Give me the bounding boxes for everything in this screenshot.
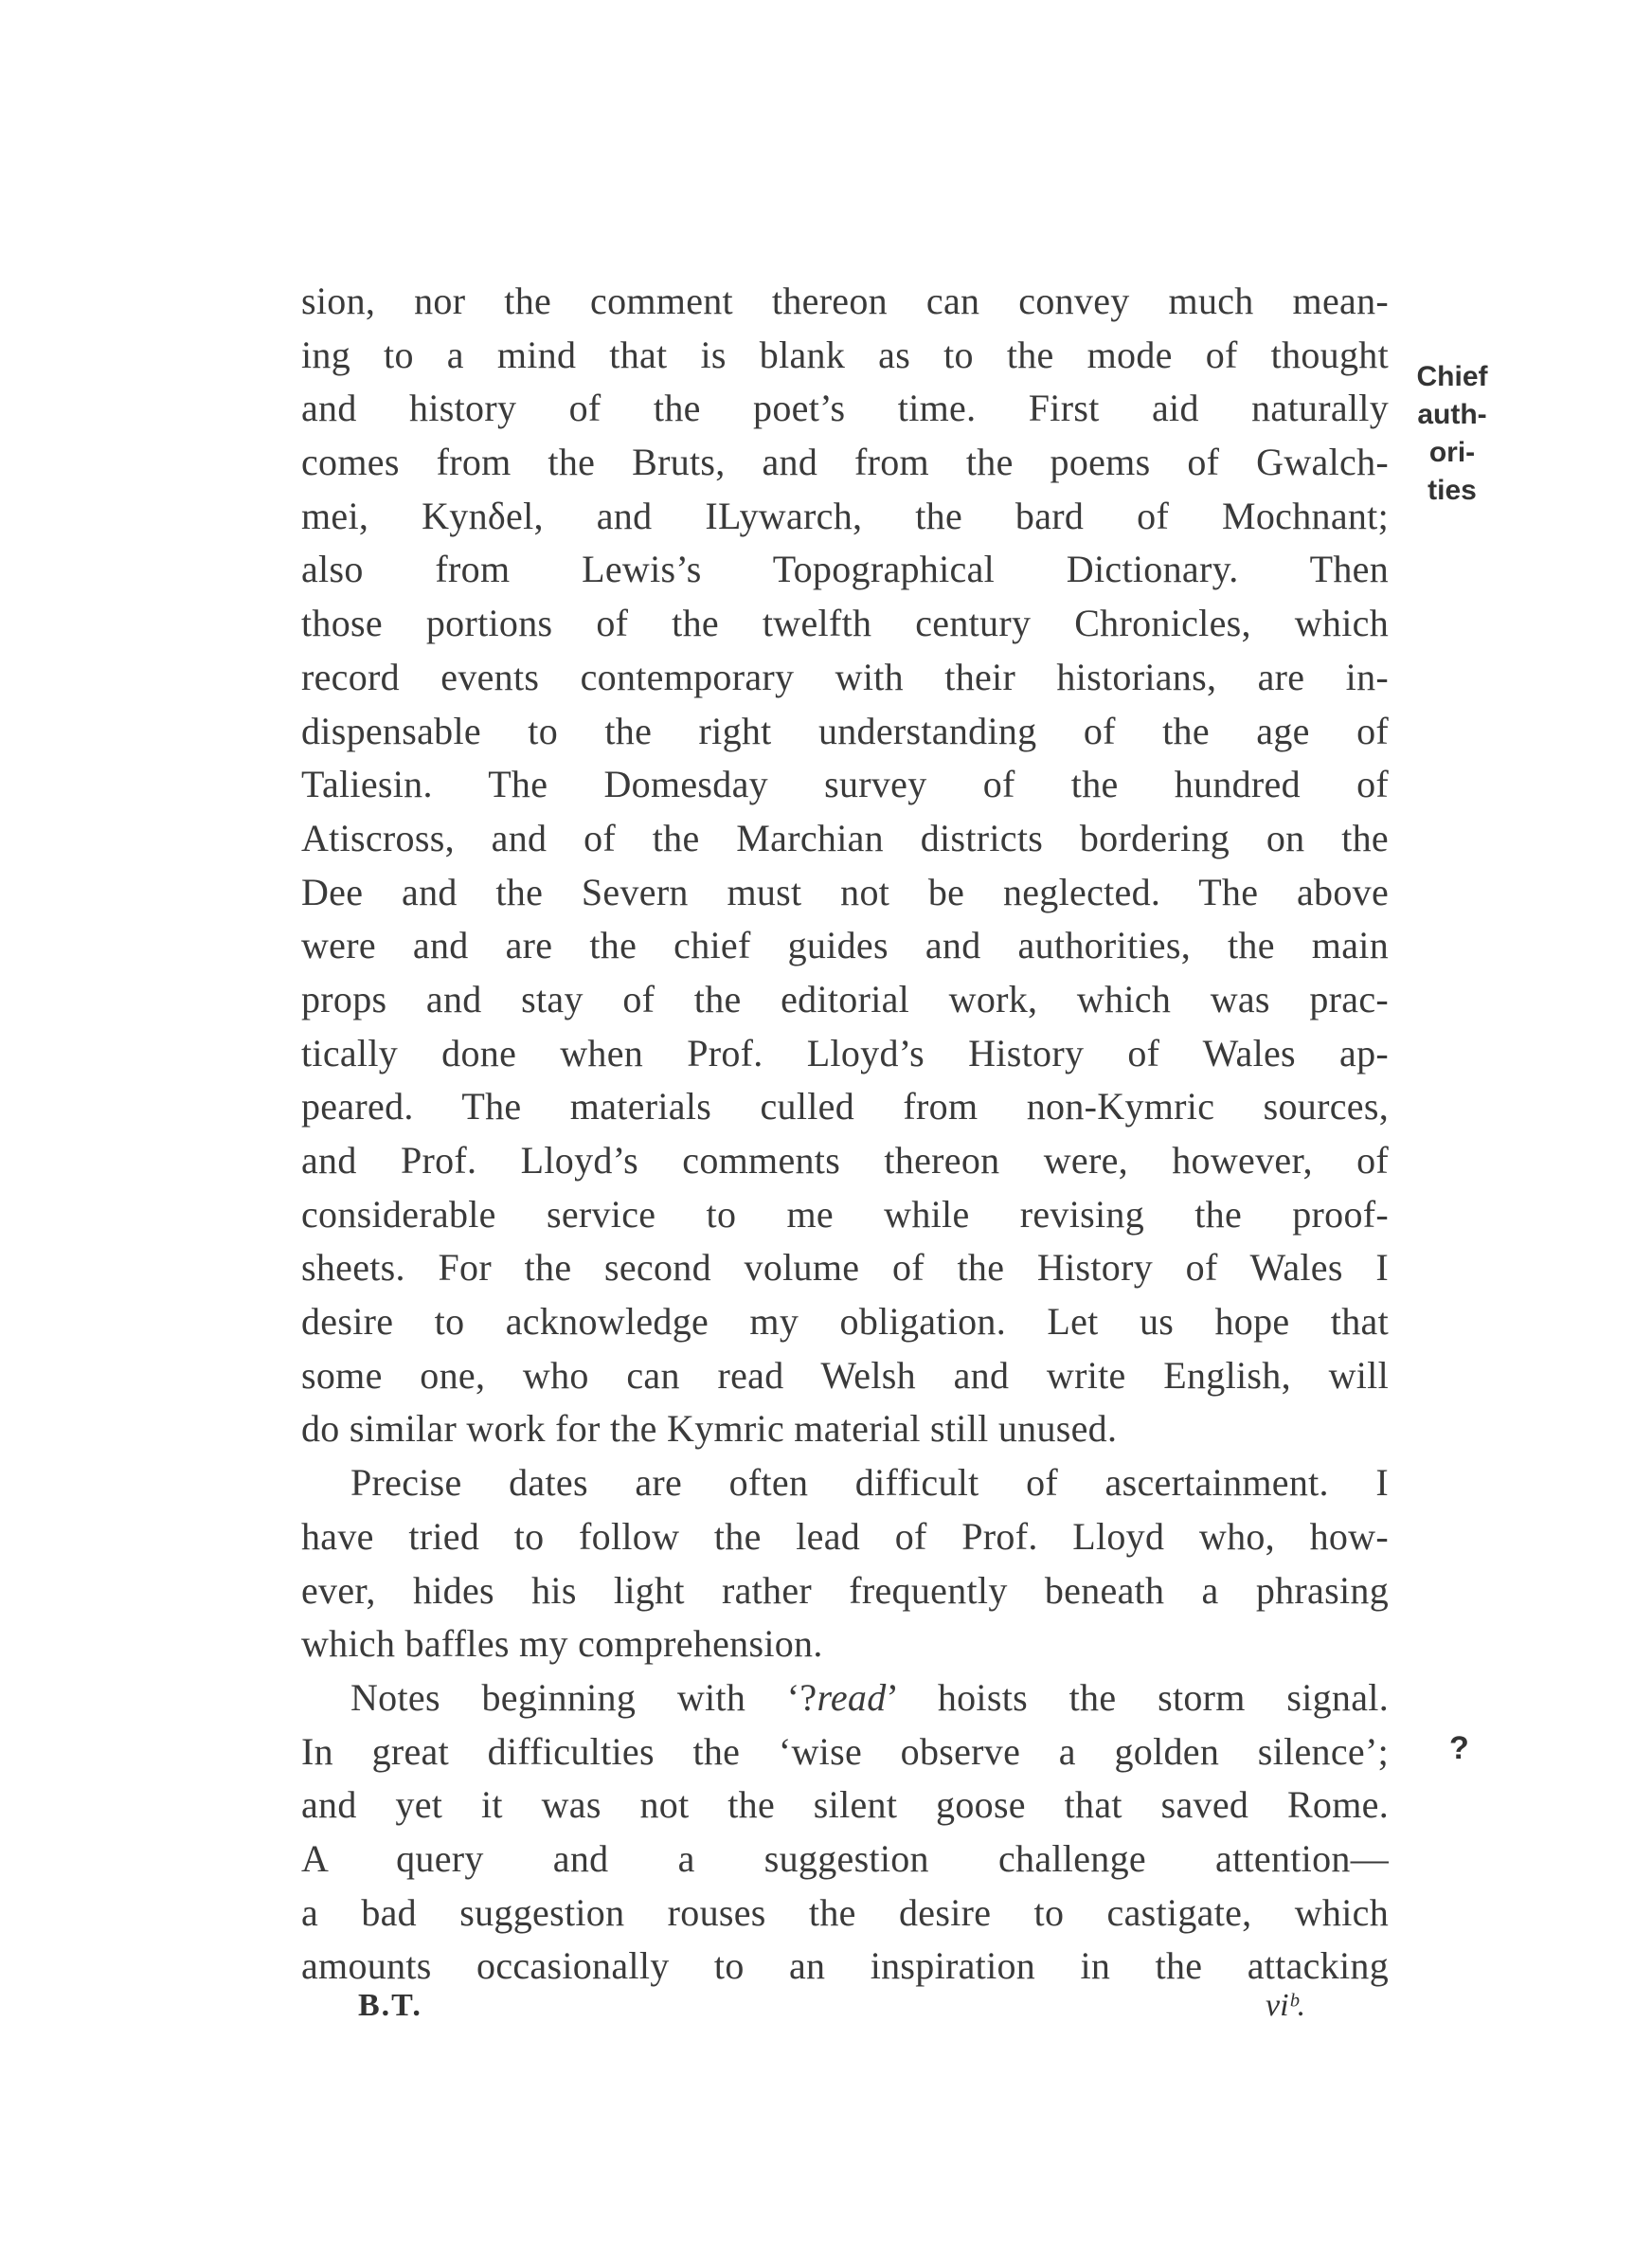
- paragraph-3: [301, 1671, 1389, 1994]
- margin-query-mark: ?: [1449, 1730, 1469, 1766]
- text-line: ing to a mind that is blank as to the mode of thought: [301, 333, 1389, 376]
- text-line: In great difficulties the ‘wise observe a golden silence’;: [301, 1729, 1389, 1773]
- paragraph-2: [301, 1456, 1389, 1671]
- margin-note-line: ori-: [1428, 437, 1476, 468]
- text-line: Taliesin. The Domesday survey of the hundred of: [301, 763, 1389, 806]
- text-line: do similar work for the Kymric material still unused.: [301, 1407, 1118, 1451]
- text-line: desire to acknowledge my obligation. Let us hope that: [301, 1300, 1389, 1344]
- text-line: props and stay of the editorial work, which was prac-: [301, 977, 1389, 1020]
- margin-note-line: Chief: [1416, 361, 1488, 392]
- italic-word: read: [817, 1675, 887, 1719]
- text-line: were and are the chief guides and authorities, the main: [301, 924, 1389, 967]
- text-line: mei, Kynδel, and ILywarch, the bard of Mochnant;: [301, 494, 1389, 537]
- margin-note-line: auth-: [1417, 399, 1487, 430]
- signature-mark: B.T.: [358, 1988, 422, 2023]
- text-line: have tried to follow the lead of Prof. Lloyd who, how-: [301, 1514, 1389, 1558]
- text-line: tically done when Prof. Lloyd’s History of Wales ap-: [301, 1031, 1389, 1074]
- text-line: which baffles my comprehension.: [301, 1622, 823, 1666]
- text-line: peared. The materials culled from non-Kymric sources,: [301, 1085, 1389, 1128]
- text-line: A query and a suggestion challenge attention—: [301, 1836, 1389, 1880]
- text-line: dispensable to the right understanding of the age of: [301, 709, 1389, 752]
- text-line: those portions of the twelfth century Chronicles, which: [301, 602, 1389, 645]
- text-fragment: Notes beginning with ‘?: [350, 1675, 817, 1719]
- text-line: sion, nor the comment thereon can convey much mean-: [301, 280, 1389, 322]
- page-number: viᵇ.: [1266, 1988, 1306, 2023]
- text-line: ever, hides his light rather frequently beneath a phrasing: [301, 1568, 1389, 1612]
- text-line: some one, who can read Welsh and write English, will: [301, 1353, 1389, 1397]
- text-line: a bad suggestion rouses the desire to castigate, which: [301, 1890, 1389, 1934]
- text-line: record events contemporary with their historians, are in-: [301, 655, 1389, 698]
- text-line: also from Lewis’s Topographical Dictionary. Then: [301, 548, 1389, 591]
- text-line: sheets. For the second volume of the History of Wales I: [301, 1246, 1389, 1290]
- text-line: considerable service to me while revising the proof-: [301, 1192, 1389, 1236]
- text-line: and Prof. Lloyd’s comments thereon were, however, of: [301, 1139, 1389, 1182]
- paragraph-1: [301, 275, 1389, 1456]
- text-line: comes from the Bruts, and from the poems of Gwalch-: [301, 441, 1389, 484]
- text-line: and history of the poet’s time. First aid naturally: [301, 387, 1389, 430]
- text-fragment: ’ hoists the storm signal.: [886, 1675, 1389, 1719]
- body-text: [301, 275, 1389, 1994]
- text-line: Atiscross, and of the Marchian districts bordering on the: [301, 816, 1389, 859]
- text-line: amounts occasionally to an inspiration in the attacking: [301, 1944, 1389, 1988]
- text-line: Dee and the Severn must not be neglected. The above: [301, 870, 1389, 913]
- margin-note-line: ties: [1428, 475, 1477, 506]
- text-line: Precise dates are often difficult of ascertainment. I: [350, 1461, 1389, 1505]
- margin-note: [1400, 358, 1504, 510]
- text-line: [301, 1671, 1389, 1725]
- text-line: and yet it was not the silent goose that saved Rome.: [301, 1783, 1389, 1827]
